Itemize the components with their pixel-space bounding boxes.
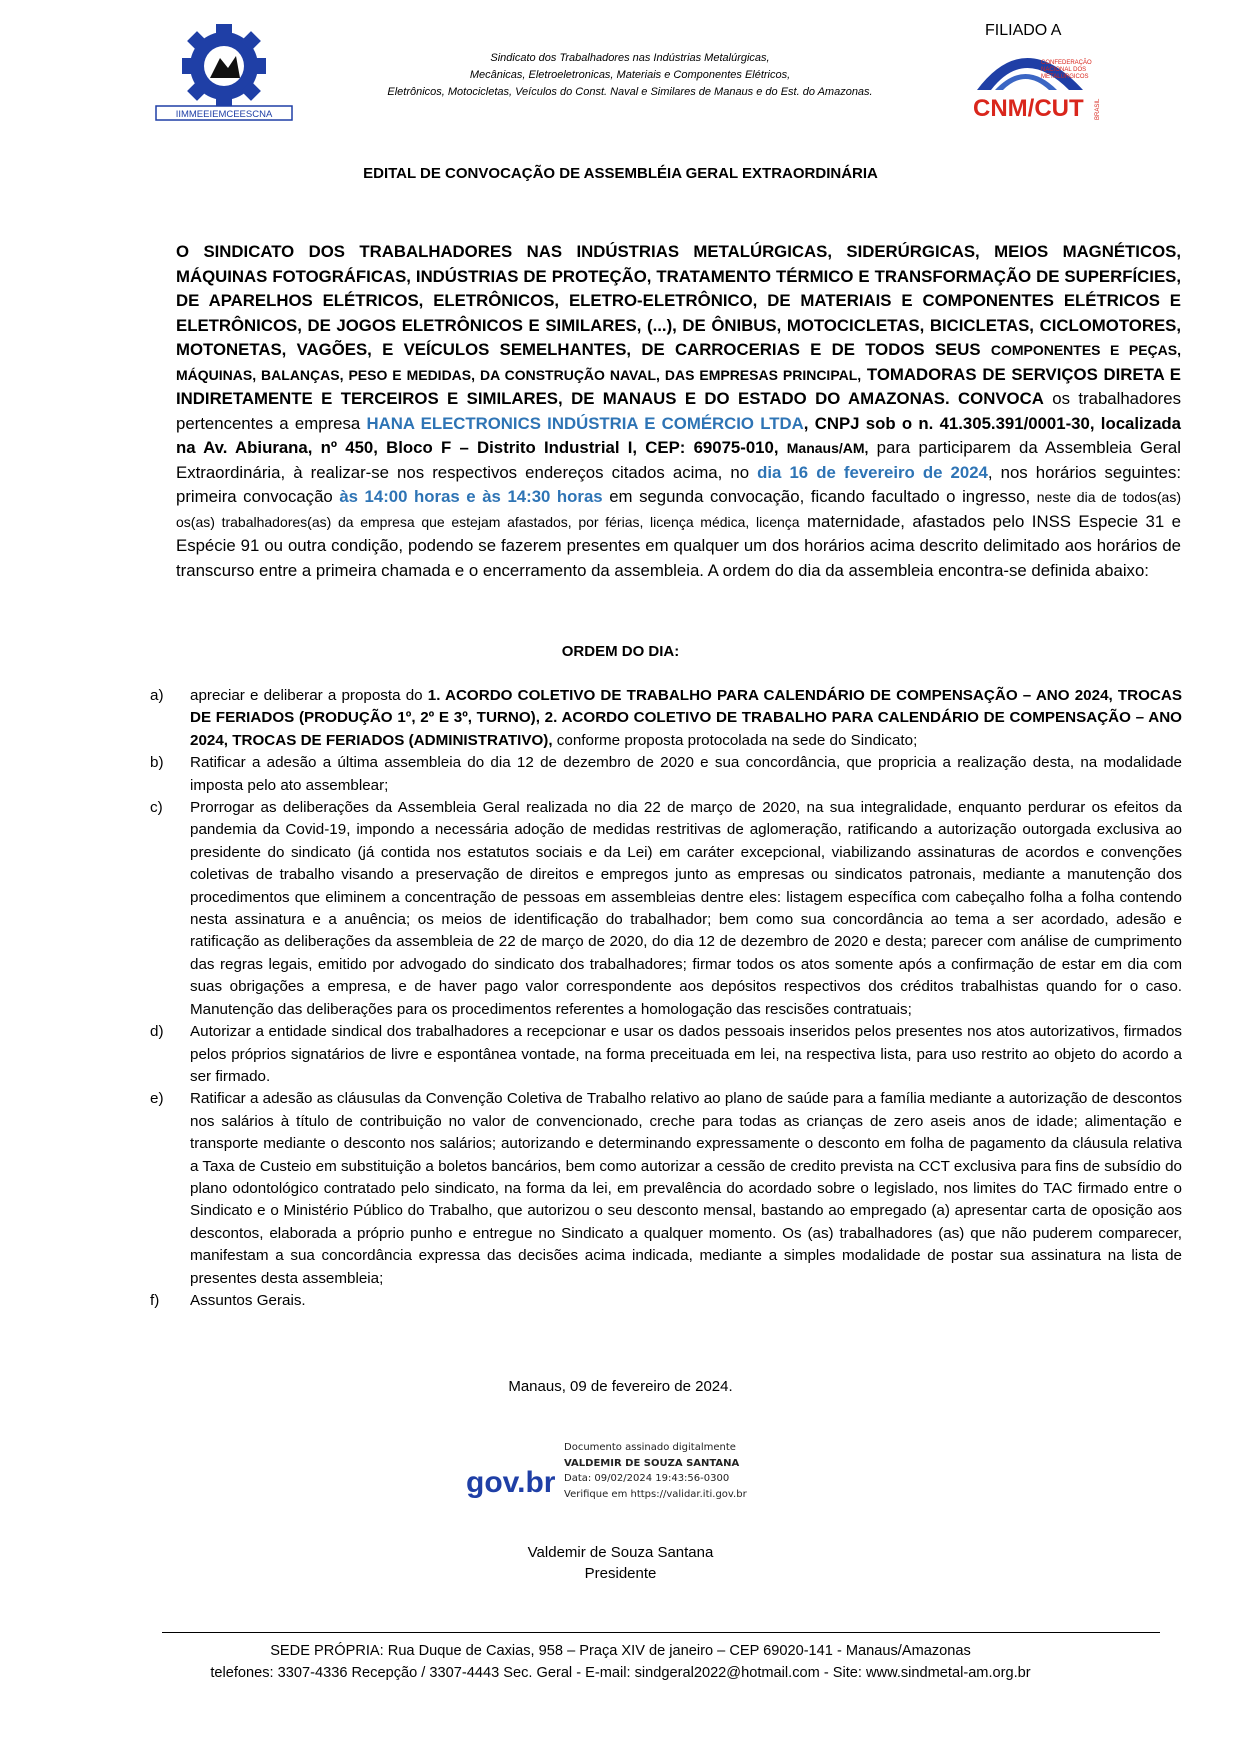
agenda-marker: f) <box>150 1291 160 1309</box>
signature-line-1: Documento assinado digitalmente <box>564 1442 736 1453</box>
cnm-small-1: CONFEDERAÇÃO <box>1041 60 1092 66</box>
union-name <box>320 50 940 101</box>
agenda-marker: d) <box>150 1023 164 1041</box>
intro-paragraph <box>176 240 1181 583</box>
intro-text-6: maternidade, afastados pelo INSS Especie 31 e Espécie 91 ou outra condição, podendo se fazerem presentes em qualquer um dos horários acima descrito delimitado aos horários de transcurso entre a primeira chamada e o encerramento da assembleia. A ordem do dia da assembleia encontra-se definida abaixo: <box>176 511 1182 580</box>
agenda-list <box>150 685 1182 1312</box>
signer-name: Valdemir de Souza Santana <box>527 1544 714 1561</box>
intro-union-2: COMPONENTES E PEÇAS, MÁQUINAS, BALANÇAS, PESO E MEDIDAS, DA CONSTRUÇÃO NAVAL, DAS EMPRESAS PRINCIPAL, <box>176 342 1181 383</box>
agenda-marker: b) <box>150 754 164 772</box>
meeting-times: às 14:00 horas e às 14:30 horas <box>339 487 603 506</box>
document-title: EDITAL DE CONVOCAÇÃO DE ASSEMBLÉIA GERAL EXTRAORDINÁRIA <box>363 165 878 182</box>
footer-contacts: telefones: 3307-4336 Recepção / 3307-4443 Sec. Geral - E-mail: sindgeral2022@hotmail.com - Site: www.sindmetal-am.org.br <box>210 1665 1031 1681</box>
agenda-d-text: Autorizar a entidade sindical dos trabalhadores a recepcionar e usar os dados pessoais inseridos pelos presentes nos atos autorizativos, firmados pelos próprios signatários de livre e espontânea vontade, na forma preceituada em lei, na respectiva lista, para uso restrito ao objeto do acordo a ser firmado. <box>190 1023 1182 1085</box>
agenda-marker: e) <box>150 1090 164 1108</box>
agenda-marker: a) <box>150 687 164 704</box>
intro-text-4: em segunda convocação, ficando facultado o ingresso, <box>602 487 1037 506</box>
signature-verify: Verifique em https://validar.iti.gov.br <box>564 1488 747 1500</box>
union-line-1: Sindicato dos Trabalhadores nas Indústrias Metalúrgicas, <box>490 52 770 64</box>
agenda-item-b <box>150 752 1182 797</box>
agenda-a-pre: apreciar e deliberar a proposta do <box>190 687 428 704</box>
agenda-item-d <box>150 1021 1182 1088</box>
union-logo <box>150 22 298 126</box>
cnm-cut-logo <box>965 20 1107 124</box>
agenda-a-bold: 1. ACORDO COLETIVO DE TRABALHO PARA CALENDÁRIO DE COMPENSAÇÃO – ANO 2024, TROCAS DE FERIADOS (PRODUÇÃO 1º, 2º E 3º, TURNO), 2. ACORDO COLETIVO DE TRABALHO PARA CALENDÁRIO DE COMPENSAÇÃO – ANO 2024, TROCAS DE FERIADOS (ADMINISTRATIVO), <box>190 687 1182 749</box>
footer <box>0 1640 1241 1684</box>
signature-date: Data: 09/02/2024 19:43:56-0300 <box>564 1473 730 1484</box>
cnm-title: CNM/CUT <box>973 95 1084 122</box>
company-name: HANA ELECTRONICS INDÚSTRIA E COMÉRCIO LTDA <box>366 413 804 433</box>
agenda-a-post: conforme proposta protocolada na sede do Sindicato; <box>552 731 918 749</box>
agenda-item-a <box>150 685 1182 752</box>
meeting-date: dia 16 de fevereiro de 2024 <box>757 462 988 482</box>
cnm-side: BRASIL <box>1095 98 1101 120</box>
footer-divider <box>162 1632 1160 1633</box>
agenda-item-c <box>150 797 1182 1021</box>
signer-block <box>0 1542 1241 1584</box>
signature-name: VALDEMIR DE SOUZA SANTANA <box>564 1457 740 1469</box>
intro-union-3: TOMADORAS DE SERVIÇOS DIRETA E INDIRETAMENTE E TERCEIROS E SIMILARES, DE MANAUS E DO ESTADO DO AMAZONAS. CONVOCA <box>176 364 1181 408</box>
cnm-small-3: METALÚRGICOS <box>1041 74 1089 80</box>
intro-text-2: para participarem da Assembleia Geral Extraordinária, à realizar-se nos respectivos endereços citados acima, no <box>176 438 1181 482</box>
signer-role: Presidente <box>584 1565 657 1582</box>
agenda-title: ORDEM DO DIA: <box>561 643 680 660</box>
intro-cnpj: , CNPJ sob o n. 41.305.391/0001-30, localizada na Av. Abiurana, nº 450, Bloco F – Distrito Industrial I, CEP: 69075-010, <box>176 413 1181 457</box>
agenda-item-e <box>150 1088 1182 1290</box>
cnm-small-2: NACIONAL DOS <box>1041 67 1087 73</box>
agenda-e-text: Ratificar a adesão as cláusulas da Convenção Coletiva de Trabalho relativo ao plano de saúde para a família mediante a autorização de descontos nos salários à título de contribuição no valor de convencionado, creche para todas as crianças de zero aseis anos de idade; alimentação e transporte mediante o desconto nos salários; autorizando e determinando expressamente o desconto em folha de pagamento da cláusula relativa a Taxa de Custeio em substituição a boletos bancários, bem como autorizar a cessão de credito prevista na CCT exclusiva para fins de subsídio do plano odontológico contratado pelo sindicato, na forma da lei, em prevalência do acordado sobre o legislado, nos limites do TAC firmado entre o Sindicato e o Ministério Público do Trabalho, que autorizou o seu desconto mensal, bastando ao empregado (a) apresentar carta de oposição aos descontos, elaborada a próprio punho e entregue no Sindicato a qualquer momento. Os (as) trabalhadores (as) que não puderem comparecer, manifestam a sua concordância expressa das decisões acima indicada, mediante a simples modalidade de postar sua assinatura na lista de presentes desta assembleia; <box>190 1090 1182 1287</box>
place-date: Manaus, 09 de fevereiro de 2024. <box>508 1378 733 1395</box>
union-line-3: Eletrônicos, Motocicletas, Veículos do Const. Naval e Similares de Manaus e do Est. do Amazonas. <box>387 86 873 98</box>
agenda-b-text: Ratificar a adesão a última assembleia do dia 12 de dezembro de 2020 e sua concordância, que propricia a realização desta, na modalidade imposta pelo ato assemblear; <box>190 754 1182 794</box>
intro-text-5: neste dia de todos(as) os(as) trabalhadores(as) da empresa que estejam afastados, por férias, licença médica, licença <box>176 489 1181 530</box>
footer-address: SEDE PRÓPRIA: Rua Duque de Caxias, 958 – Praça XIV de janeiro – CEP 69020-141 - Manaus/Amazonas <box>270 1643 971 1659</box>
union-line-2: Mecânicas, Eletroeletronicas, Materiais e Componentes Elétricos, <box>469 69 791 81</box>
intro-city: Manaus/AM, <box>786 440 869 456</box>
agenda-marker: c) <box>150 799 163 817</box>
gear-icon <box>182 24 266 108</box>
govbr-wordmark: gov.br <box>466 1466 556 1499</box>
signature-details <box>564 1440 747 1502</box>
logo-label: IIMMEEIEMCEESCNA <box>175 109 273 120</box>
intro-text-1: os trabalhadores pertencentes a empresa <box>176 389 1181 433</box>
agenda-c-text: Prorrogar as deliberações da Assembleia Geral realizada no dia 22 de março de 2020, na sua integralidade, enquanto perdurar os efeitos da pandemia da Covid-19, impondo a necessária adoção de medidas restritivas de aglomeração, ratificando a autorização outorgada exclusiva ao presidente do sindicato (já contida nos estatutos sociais e da Lei) em caráter excepcional, viabilizando assinaturas de acordos e convenções coletivas de trabalho visando a preservação de direitos e empregos junto as empresas ou sindicatos patronais, mediante a manutenção dos procedimentos que eliminem a concentração de pessoas em assembleias dentre eles: listagem específica com cabeçalho folha a folha contendo nesta assinatura e a anuência; os meios de identificação do trabalhador; bem como sua concordância ao tema a ser acordado, adesão e ratificação as deliberações da assembleia de 22 de março de 2020, do dia 12 de dezembro de 2020 e desta; parecer com análise de cumprimento das regras legais, emitido por advogado do sindicato dos trabalhadores; firmar todos os atos somente após a confirmação de estar em dia com suas obrigações a empresa, e de haver pago valor correspondente aos depósitos respectivos dos créditos trabalhistas quando for o caso. Manutenção das deliberações para os procedimentos referentes a homologação das rescisões contratuais; <box>190 799 1182 1018</box>
intro-text-3: , nos horários seguintes: primeira convocação <box>176 462 1181 506</box>
agenda-item-f <box>150 1290 1182 1312</box>
agenda-f-text: Assuntos Gerais. <box>190 1291 306 1309</box>
affiliation-label: FILIADO A <box>985 22 1062 39</box>
govbr-logo <box>466 1466 556 1499</box>
intro-union: O SINDICATO DOS TRABALHADORES NAS INDÚSTRIAS METALÚRGICAS, SIDERÚRGICAS, MEIOS MAGNÉTICOS, MÁQUINAS FOTOGRÁFICAS, INDÚSTRIAS DE PROTEÇÃO, TRATAMENTO TÉRMICO E TRANSFORMAÇÃO DE SUPERFÍCIES, DE APARELHOS ELÉTRICOS, ELETRÔNICOS, ELETRO-ELETRÔNICO, DE MATERIAIS E COMPONENTES ELÉTRICOS E ELETRÔNICOS, DE JOGOS ELETRÔNICOS E SIMILARES, (...), DE ÔNIBUS, MOTOCICLETAS, BICICLETAS, CICLOMOTORES, MOTONETAS, VAGÕES, E VEÍCULOS SEMELHANTES, DE CARROCERIAS E DE TODOS SEUS <box>176 242 1181 359</box>
